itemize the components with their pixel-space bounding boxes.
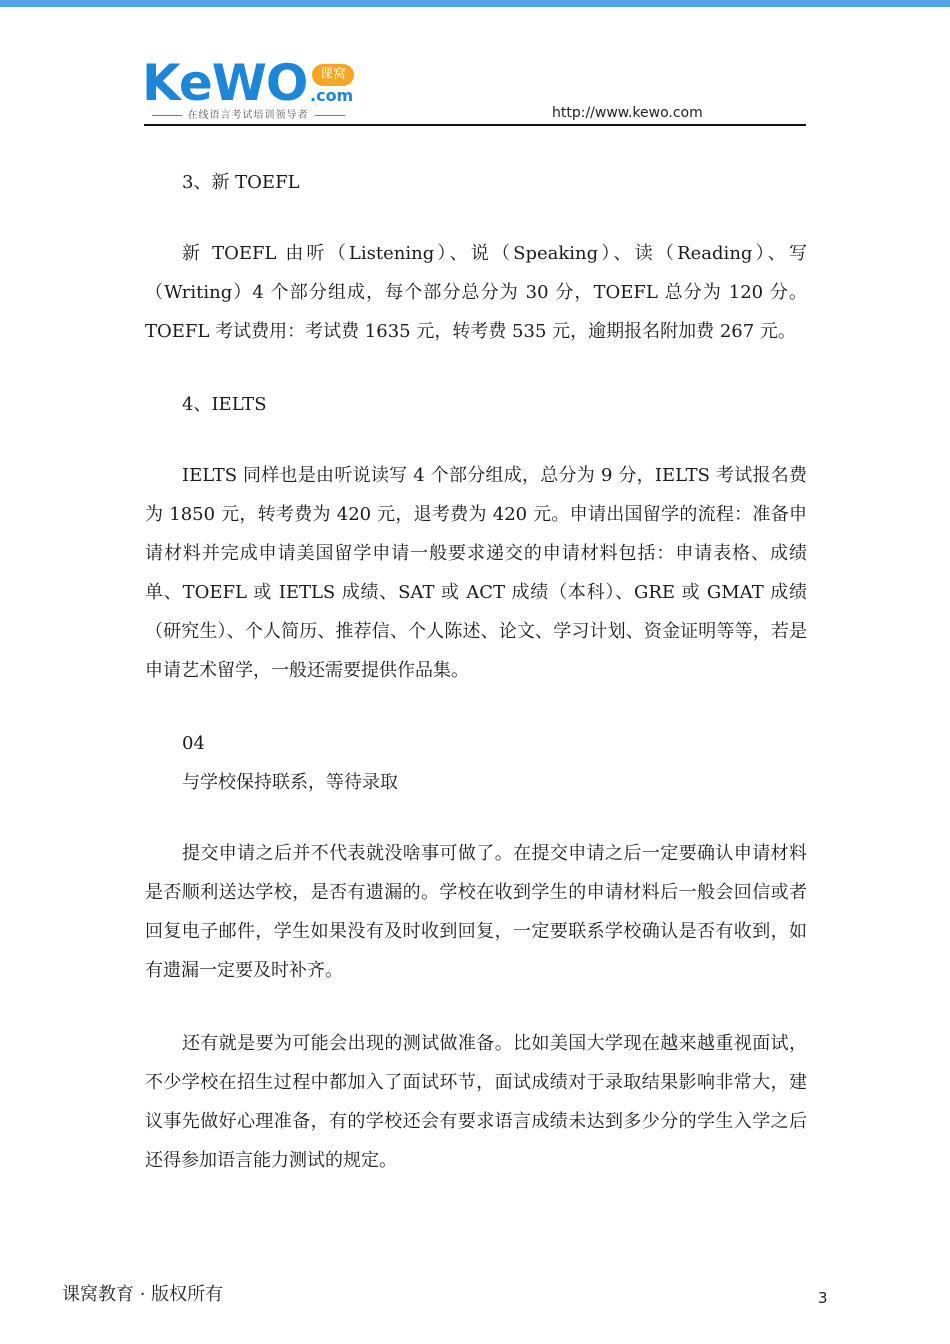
top-accent-bar bbox=[0, 0, 950, 7]
footer-copyright: 课窝教育 · 版权所有 bbox=[62, 1284, 224, 1305]
logo-tagline-text: 在线语言考试培训领导者 bbox=[187, 110, 309, 121]
step-number: 04 bbox=[182, 733, 205, 754]
header-url-link[interactable]: http://www.kewo.com bbox=[552, 105, 703, 121]
header-divider bbox=[144, 124, 806, 126]
section-heading-ielts: 4、IELTS bbox=[182, 394, 267, 415]
logo-tagline bbox=[142, 106, 354, 121]
logo-badge: 课窝 bbox=[312, 64, 354, 86]
paragraph-toefl: 新 TOEFL 由听（Listening）、说（Speaking）、读（Reading）、写（Writing）4 个部分组成，每个部分总分为 30 分，TOEFL 总分为 120 分。TOEFL 考试费用：考试费 1635 元，转考费 535 元，逾期报名附加费 267 元。 bbox=[145, 243, 807, 342]
logo-domain: .com bbox=[310, 86, 354, 105]
logo-wordmark: KeWO bbox=[142, 54, 308, 112]
document-body bbox=[145, 163, 807, 1180]
paragraph-contact-school: 提交申请之后并不代表就没啥事可做了。在提交申请之后一定要确认申请材料是否顺利送达学校，是否有遗漏的。学校在收到学生的申请材料后一般会回信或者回复电子邮件，学生如果没有及时收到回复，一定要联系学校确认是否有收到，如有遗漏一定要及时补齐。 bbox=[145, 843, 807, 981]
page-number: 3 bbox=[818, 1289, 828, 1307]
kewo-logo[interactable] bbox=[142, 54, 362, 124]
step-title: 与学校保持联系，等待录取 bbox=[182, 772, 398, 793]
paragraph-interview-prep: 还有就是要为可能会出现的测试做准备。比如美国大学现在越来越重视面试，不少学校在招生过程中都加入了面试环节，面试成绩对于录取结果影响非常大，建议事先做好心理准备，有的学校还会有要求语言成绩未达到多少分的学生入学之后还得参加语言能力测试的规定。 bbox=[145, 1033, 807, 1171]
paragraph-ielts: IELTS 同样也是由听说读写 4 个部分组成，总分为 9 分，IELTS 考试报名费为 1850 元，转考费为 420 元，退考费为 420 元。申请出国留学的流程：准备申请材料并完成申请美国留学申请一般要求递交的申请材料包括：申请表格、成绩单、TOEFL 或 IETLS 成绩、SAT 或 ACT 成绩（本科）、GRE 或 GMAT 成绩（研究生）、个人简历、推荐信、个人陈述、论文、学习计划、资金证明等等，若是申请艺术留学，一般还需要提供作品集。 bbox=[145, 465, 807, 681]
section-heading-toefl: 3、新 TOEFL bbox=[182, 172, 300, 193]
